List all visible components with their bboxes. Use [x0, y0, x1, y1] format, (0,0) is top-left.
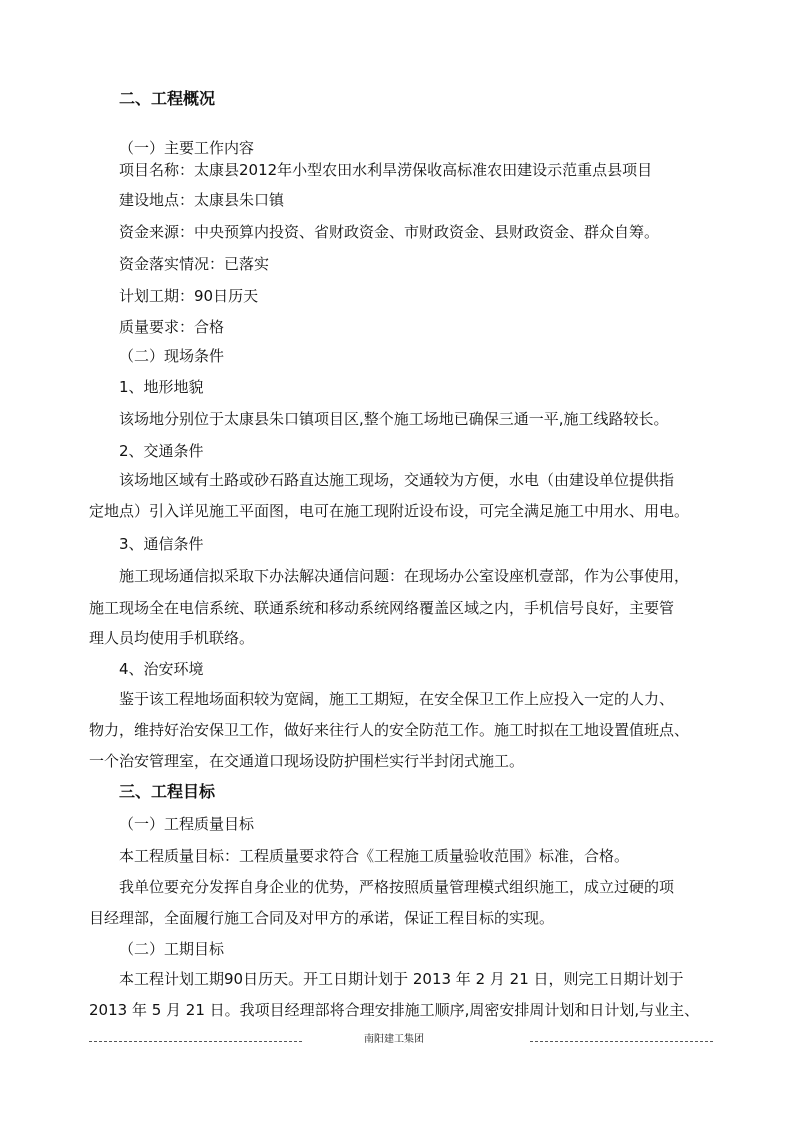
terrain-heading: 1、地形地貌 [119, 378, 204, 396]
subsection-schedule-goal: （二）工期目标 [119, 940, 225, 958]
quality-line: 质量要求：合格 [119, 318, 225, 336]
schedule-paragraph-line-2: 2013 年 5 月 21 日。我项目经理部将合理安排施工顺序,周密安排周计划和日计划,与业主、 [89, 1001, 700, 1019]
traffic-heading: 2、交通条件 [119, 442, 204, 460]
security-paragraph-line-3: 一个治安管理室，在交通道口现场设防护围栏实行半封闭式施工。 [89, 752, 525, 770]
footer-company-name: 南阳建工集团 [364, 1034, 424, 1045]
subsection-site-conditions: （二）现场条件 [119, 347, 225, 365]
quality-commitment-line-2: 目经理部，全面履行施工合同及对甲方的承诺，保证工程目标的实现。 [89, 909, 555, 927]
footer-left-rule [89, 1041, 302, 1042]
footer-right-rule [530, 1041, 713, 1042]
security-heading: 4、治安环境 [119, 660, 204, 678]
location-line: 建设地点：太康县朱口镇 [119, 191, 285, 209]
quality-goal-paragraph: 本工程质量目标：工程质量要求符合《工程施工质量验收范围》标准，合格。 [119, 847, 630, 865]
terrain-paragraph: 该场地分别位于太康县朱口镇项目区,整个施工场地已确保三通一平,施工线路较长。 [119, 410, 669, 428]
communication-paragraph-line-1: 施工现场通信拟采取下办法解决通信问题：在现场办公室设座机壹部，作为公事使用， [119, 567, 690, 585]
traffic-paragraph-line-2: 定地点）引入详见施工平面图，电可在施工现附近设布设，可完全满足施工中用水、用电。 [89, 502, 690, 520]
quality-commitment-line-1: 我单位要充分发挥自身企业的优势，严格按照质量管理模式组织施工，成立过硬的项 [119, 878, 675, 896]
communication-paragraph-line-2: 施工现场全在电信系统、联通系统和移动系统网络覆盖区域之内，手机信号良好，主要管 [89, 599, 675, 617]
fund-status-line: 资金落实情况：已落实 [119, 255, 270, 273]
project-name-line: 项目名称：太康县2012年小型农田水利旱涝保收高标准农田建设示范重点县项目 [119, 161, 653, 179]
schedule-paragraph-line-1: 本工程计划工期90日历天。开工日期计划于 2013 年 2 月 21 日，则完工日期计划于 [119, 970, 684, 988]
security-paragraph-line-2: 物力，维持好治安保卫工作，做好来往行人的安全防范工作。施工时拟在工地设置值班点、 [89, 721, 690, 739]
section-3-heading: 三、工程目标 [119, 782, 216, 801]
duration-line: 计划工期：90日历天 [119, 287, 259, 305]
communication-heading: 3、通信条件 [119, 535, 204, 553]
subsection-quality-goal: （一）工程质量目标 [119, 815, 255, 833]
subsection-main-work: （一）主要工作内容 [119, 139, 255, 157]
traffic-paragraph-line-1: 该场地区域有土路或砂石路直达施工现场，交通较为方便，水电（由建设单位提供指 [119, 471, 675, 489]
security-paragraph-line-1: 鉴于该工程地场面积较为宽阔，施工工期短，在安全保卫工作上应投入一定的人力、 [119, 690, 675, 708]
section-2-heading: 二、工程概况 [119, 89, 216, 108]
communication-paragraph-line-3: 理人员均使用手机联络。 [89, 629, 255, 647]
fund-source-line: 资金来源：中央预算内投资、省财政资金、市财政资金、县财政资金、群众自筹。 [119, 223, 660, 241]
